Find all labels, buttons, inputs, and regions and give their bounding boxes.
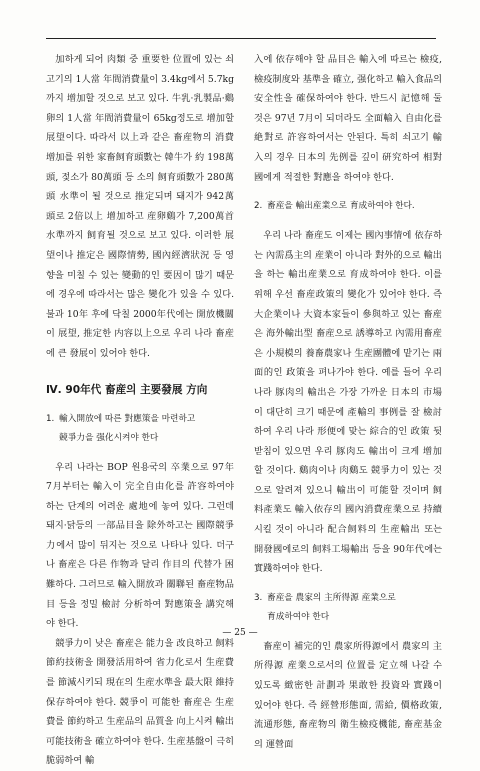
subheading-number: 3. <box>254 592 263 603</box>
subheading-text: 輸入開放에 따른 對應策을 마련하고 <box>59 413 196 424</box>
paragraph: 入에 依存해야 할 品目은 輸入에 따르는 檢疫, 檢疫制度와 基準을 確立, 强化하고 輸入食品의 安全性을 確保하여야 한다. 반드시 記憶해 둘 것은 97년 7月이 되더라도 全面輸入 自由化를 絶對로 許容하여서는 안된다. 특히 쇠고기 輸入의 경우 日本의 先例를 깊이 硏究하여 相對國에게 적절한 對應을 하여야 한다. <box>254 54 442 183</box>
subheading-text: 畜産을 農家의 主所得源 産業으로 <box>267 592 396 603</box>
paragraph: 우리 나라 畜産도 이제는 國內事情에 依存하는 內需爲主의 産業이 아니라 對外的으로 輸出을 하는 輸出産業으로 育成하여야 한다. 이를 위해 우선 畜産政策의 變化가 있어야 한다. 즉 大企業이나 大資本家들이 參與하고 있는 畜産은 海外輸出型 畜産으로 誘導하고 內需用畜産은 小規模의 養畜農家나 生産團體에 맡기는 兩面的인 政策을 펴나가야 한다. 예를 들어 우리 나라 豚肉의 輸出은 가장 가까운 日本의 市場이 대단히 크기 때문에 產輸의 事例를 잘 檢討하여 우리 나라 形便에 맞는 綜合的인 政策 뒷받침이 있으면 우리 豚肉도 輸出이 크게 增加할 것이다. 鷄肉이나 肉鷄도 競爭力이 있는 것으로 알려져 있으니 輸出이 可能할 것이며 飼料產業도 輸入依存의 國內消費産業으로 持續시킬 것이 아니라 配合飼料의 生産輸出 또는 開發國에로의 飼料工場輸出 등을 90年代에는 實踐하여야 한다. <box>254 230 442 575</box>
subheading-3 <box>254 589 442 627</box>
paragraph: 加하게 되어 肉類 중 重要한 位置에 있는 쇠고기의 1人當 年間消費量이 3.4kg에서 5.7kg까지 增加할 것으로 보고 있다. 牛乳·乳製品·鷄卵의 1人當 年間消費量이 65kg정도로 增加할 展望이다. 따라서 以上과 같은 畜産物의 消費增加를 위한 家畜飼育頭數는 韓牛가 約 198萬頭, 젖소가 80萬頭 등 소의 飼育頭數가 280萬頭 水準이 될 것으로 推定되며 돼지가 942萬頭로 2倍以上 增加하고 産卵鷄가 7,200萬首 水準까지 飼育될 것으로 보고 있다. 이러한 展望이나 推定은 國際情勢, 國內經濟狀況 등 영향을 미칠 수 있는 變動的인 要因이 많기 때문에 경우에 따라서는 많은 變化가 있을 수 있다. 불과 10年 후에 닥칠 2000年代에는 開放機關이 展望, 推定한 内容以上으로 우리 나라 畜産에 큰 發展이 있어야 한다. <box>46 54 234 359</box>
subheading-text: 畜産을 輸出産業으로 育成하여야 한다. <box>267 201 415 212</box>
subheading-number: 2. <box>254 201 263 212</box>
paragraph: 우리 나라는 BOP 원용국의 卒業으로 97年 7月부터는 輸入이 完全自由化를 許容하여야 하는 단계의 어려운 處地에 놓여 있다. 그런데 돼지·닭등의 一部品目을 除外하고는 國際競爭力에서 많이 뒤지는 것으로 나타나 있다. 더구나 畜産은 다른 作物과 달리 作目의 代替가 困難하다. 그러므로 輸入開放과 關聯된 畜産物品目 등을 정밀 檢討 分析하여 對應策을 講究해야 한다. <box>46 461 234 630</box>
subheading-number: 1. <box>46 413 55 424</box>
page-number: — 25 — <box>222 628 258 638</box>
left-column <box>46 50 234 771</box>
subheading-text-cont: 育成하여야 한다 <box>267 611 330 622</box>
section-heading: Ⅳ. 90年代 畜産의 主要發展 方向 <box>46 383 208 396</box>
subheading-1 <box>46 410 234 448</box>
right-column <box>254 50 442 754</box>
paragraph: 畜産이 補完的인 農家所得源에서 農家의 主所得源 産業으로서의 位置를 定立해 나갈 수 있도록 緻密한 計劃과 果敢한 投資와 實踐이 있어야 한다. 즉 經營形態面, 需給, 價格政策, 流通形態, 畜産物의 衛生檢疫機能, 畜産基金의 運營面 <box>254 640 442 750</box>
paragraph: 競爭力이 낮은 畜産은 能力을 改良하고 飼料節約技術을 開發活用하여 省力化로서 生産費를 節減시키되 現在의 生産水準을 最大限 維持 保存하여야 한다. 競爭이 可能한 畜産은 生産費를 節約하고 生産品의 品質을 向上시켜 輸出可能技術을 確立하여야 한다. 生産基盤이 극히 脆弱하여 輸 <box>46 637 234 767</box>
subheading-text-cont: 競爭力을 强化시켜야 한다 <box>59 432 159 443</box>
top-rule <box>46 38 436 39</box>
subheading-2 <box>254 197 442 216</box>
